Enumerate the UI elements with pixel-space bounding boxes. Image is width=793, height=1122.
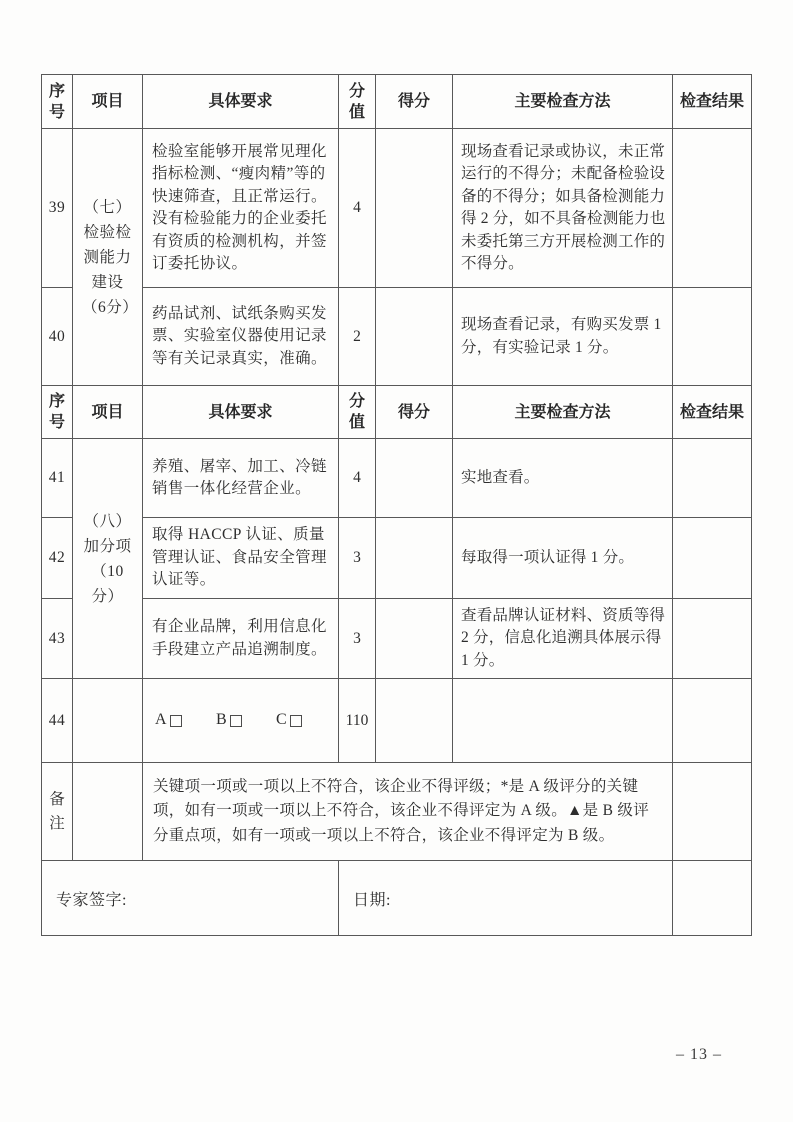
row-requirement: 药品试剂、试纸条购买发票、实验室仪器使用记录等有关记录真实，准确。 (143, 288, 339, 386)
table-row (42, 518, 752, 599)
row-score-value: 4 (339, 439, 376, 518)
row-requirement: 取得 HACCP 认证、质量管理认证、食品安全管理认证等。 (143, 518, 339, 599)
col-header-method: 主要检查方法 (453, 386, 673, 439)
row-earned-cell (376, 129, 453, 288)
row-result-cell (673, 439, 752, 518)
row-result-cell (673, 518, 752, 599)
total-score-value: 110 (339, 679, 376, 763)
checkbox-icon (230, 715, 242, 727)
row-seq: 39 (42, 129, 73, 288)
row-score-value: 3 (339, 599, 376, 679)
row-method: 现场查看记录或协议，未正常运行的不得分；未配备检验设备的不得分；如具备检测能力得 2 分，如不具备检测能力也未委托第三方开展检测工作的不得分。 (453, 129, 673, 288)
grade-option-b (216, 709, 242, 732)
col-header-item: 项目 (73, 386, 143, 439)
expert-signature-label: 专家签字: (42, 861, 339, 936)
row-method: 实地查看。 (453, 439, 673, 518)
page-number: – 13 – (676, 1046, 722, 1063)
evaluation-table (41, 74, 752, 936)
checkbox-icon (290, 715, 302, 727)
col-header-result: 检查结果 (673, 386, 752, 439)
remark-row (42, 763, 752, 861)
row-method-empty (453, 679, 673, 763)
header-row-2 (42, 386, 752, 439)
col-header-req: 具体要求 (143, 386, 339, 439)
col-header-seq: 序号 (42, 75, 73, 129)
col-header-earned: 得分 (376, 75, 453, 129)
row-requirement: 有企业品牌，利用信息化手段建立产品追溯制度。 (143, 599, 339, 679)
table-row (42, 288, 752, 386)
item-group-label: （七）检验检测能力建设（6分） (73, 129, 143, 386)
row-score-value: 3 (339, 518, 376, 599)
checkbox-icon (170, 715, 182, 727)
grade-option-a (155, 709, 182, 732)
row-result-cell (673, 763, 752, 861)
col-header-result: 检查结果 (673, 75, 752, 129)
row-method: 每取得一项认证得 1 分。 (453, 518, 673, 599)
item-empty-cell (73, 763, 143, 861)
row-score-value: 4 (339, 129, 376, 288)
table-row (42, 599, 752, 679)
col-header-item: 项目 (73, 75, 143, 129)
item-empty-cell (73, 679, 143, 763)
row-result-cell (673, 599, 752, 679)
row-requirement: 养殖、屠宰、加工、冷链销售一体化经营企业。 (143, 439, 339, 518)
grade-option-c-label: C (276, 711, 288, 729)
remark-label: 备注 (42, 763, 73, 861)
col-header-req: 具体要求 (143, 75, 339, 129)
grade-row (42, 679, 752, 763)
row-result-cell (673, 129, 752, 288)
grade-option-b-label: B (215, 711, 228, 729)
row-result-cell (673, 288, 752, 386)
col-header-seq: 序号 (42, 386, 73, 439)
row-earned-cell (376, 679, 453, 763)
row-requirement: 检验室能够开展常见理化指标检测、“瘦肉精”等的快速筛查，且正常运行。没有检验能力的企业委托有资质的检测机构，并签订委托协议。 (143, 129, 339, 288)
row-method: 现场查看记录，有购买发票 1 分，有实验记录 1 分。 (453, 288, 673, 386)
row-earned-cell (376, 599, 453, 679)
table-row (42, 129, 752, 288)
row-result-cell (673, 861, 752, 936)
header-row-1 (42, 75, 752, 129)
date-label: 日期: (339, 861, 673, 936)
grade-options-cell (143, 679, 339, 763)
row-earned-cell (376, 288, 453, 386)
row-seq: 40 (42, 288, 73, 386)
row-seq: 42 (42, 518, 73, 599)
row-method: 查看品牌认证材料、资质等得 2 分，信息化追溯具体展示得 1 分。 (453, 599, 673, 679)
col-header-method: 主要检查方法 (453, 75, 673, 129)
row-seq: 41 (42, 439, 73, 518)
table-row (42, 439, 752, 518)
row-seq: 44 (42, 679, 73, 763)
grade-option-c (276, 709, 302, 732)
row-result-cell (673, 679, 752, 763)
col-header-score: 分值 (339, 386, 376, 439)
col-header-earned: 得分 (376, 386, 453, 439)
row-earned-cell (376, 518, 453, 599)
row-seq: 43 (42, 599, 73, 679)
grade-option-a-label: A (155, 711, 167, 729)
row-score-value: 2 (339, 288, 376, 386)
item-group-label: （八）加分项（10分） (73, 439, 143, 679)
remark-text: 关键项一项或一项以上不符合，该企业不得评级；*是 A 级评分的关键项，如有一项或一项以上不符合，该企业不得评定为 A 级。▲是 B 级评分重点项，如有一项或一项以上不符合，该企业不得评定为 B 级。 (143, 763, 673, 861)
col-header-score: 分值 (339, 75, 376, 129)
row-earned-cell (376, 439, 453, 518)
signature-row (42, 861, 752, 936)
